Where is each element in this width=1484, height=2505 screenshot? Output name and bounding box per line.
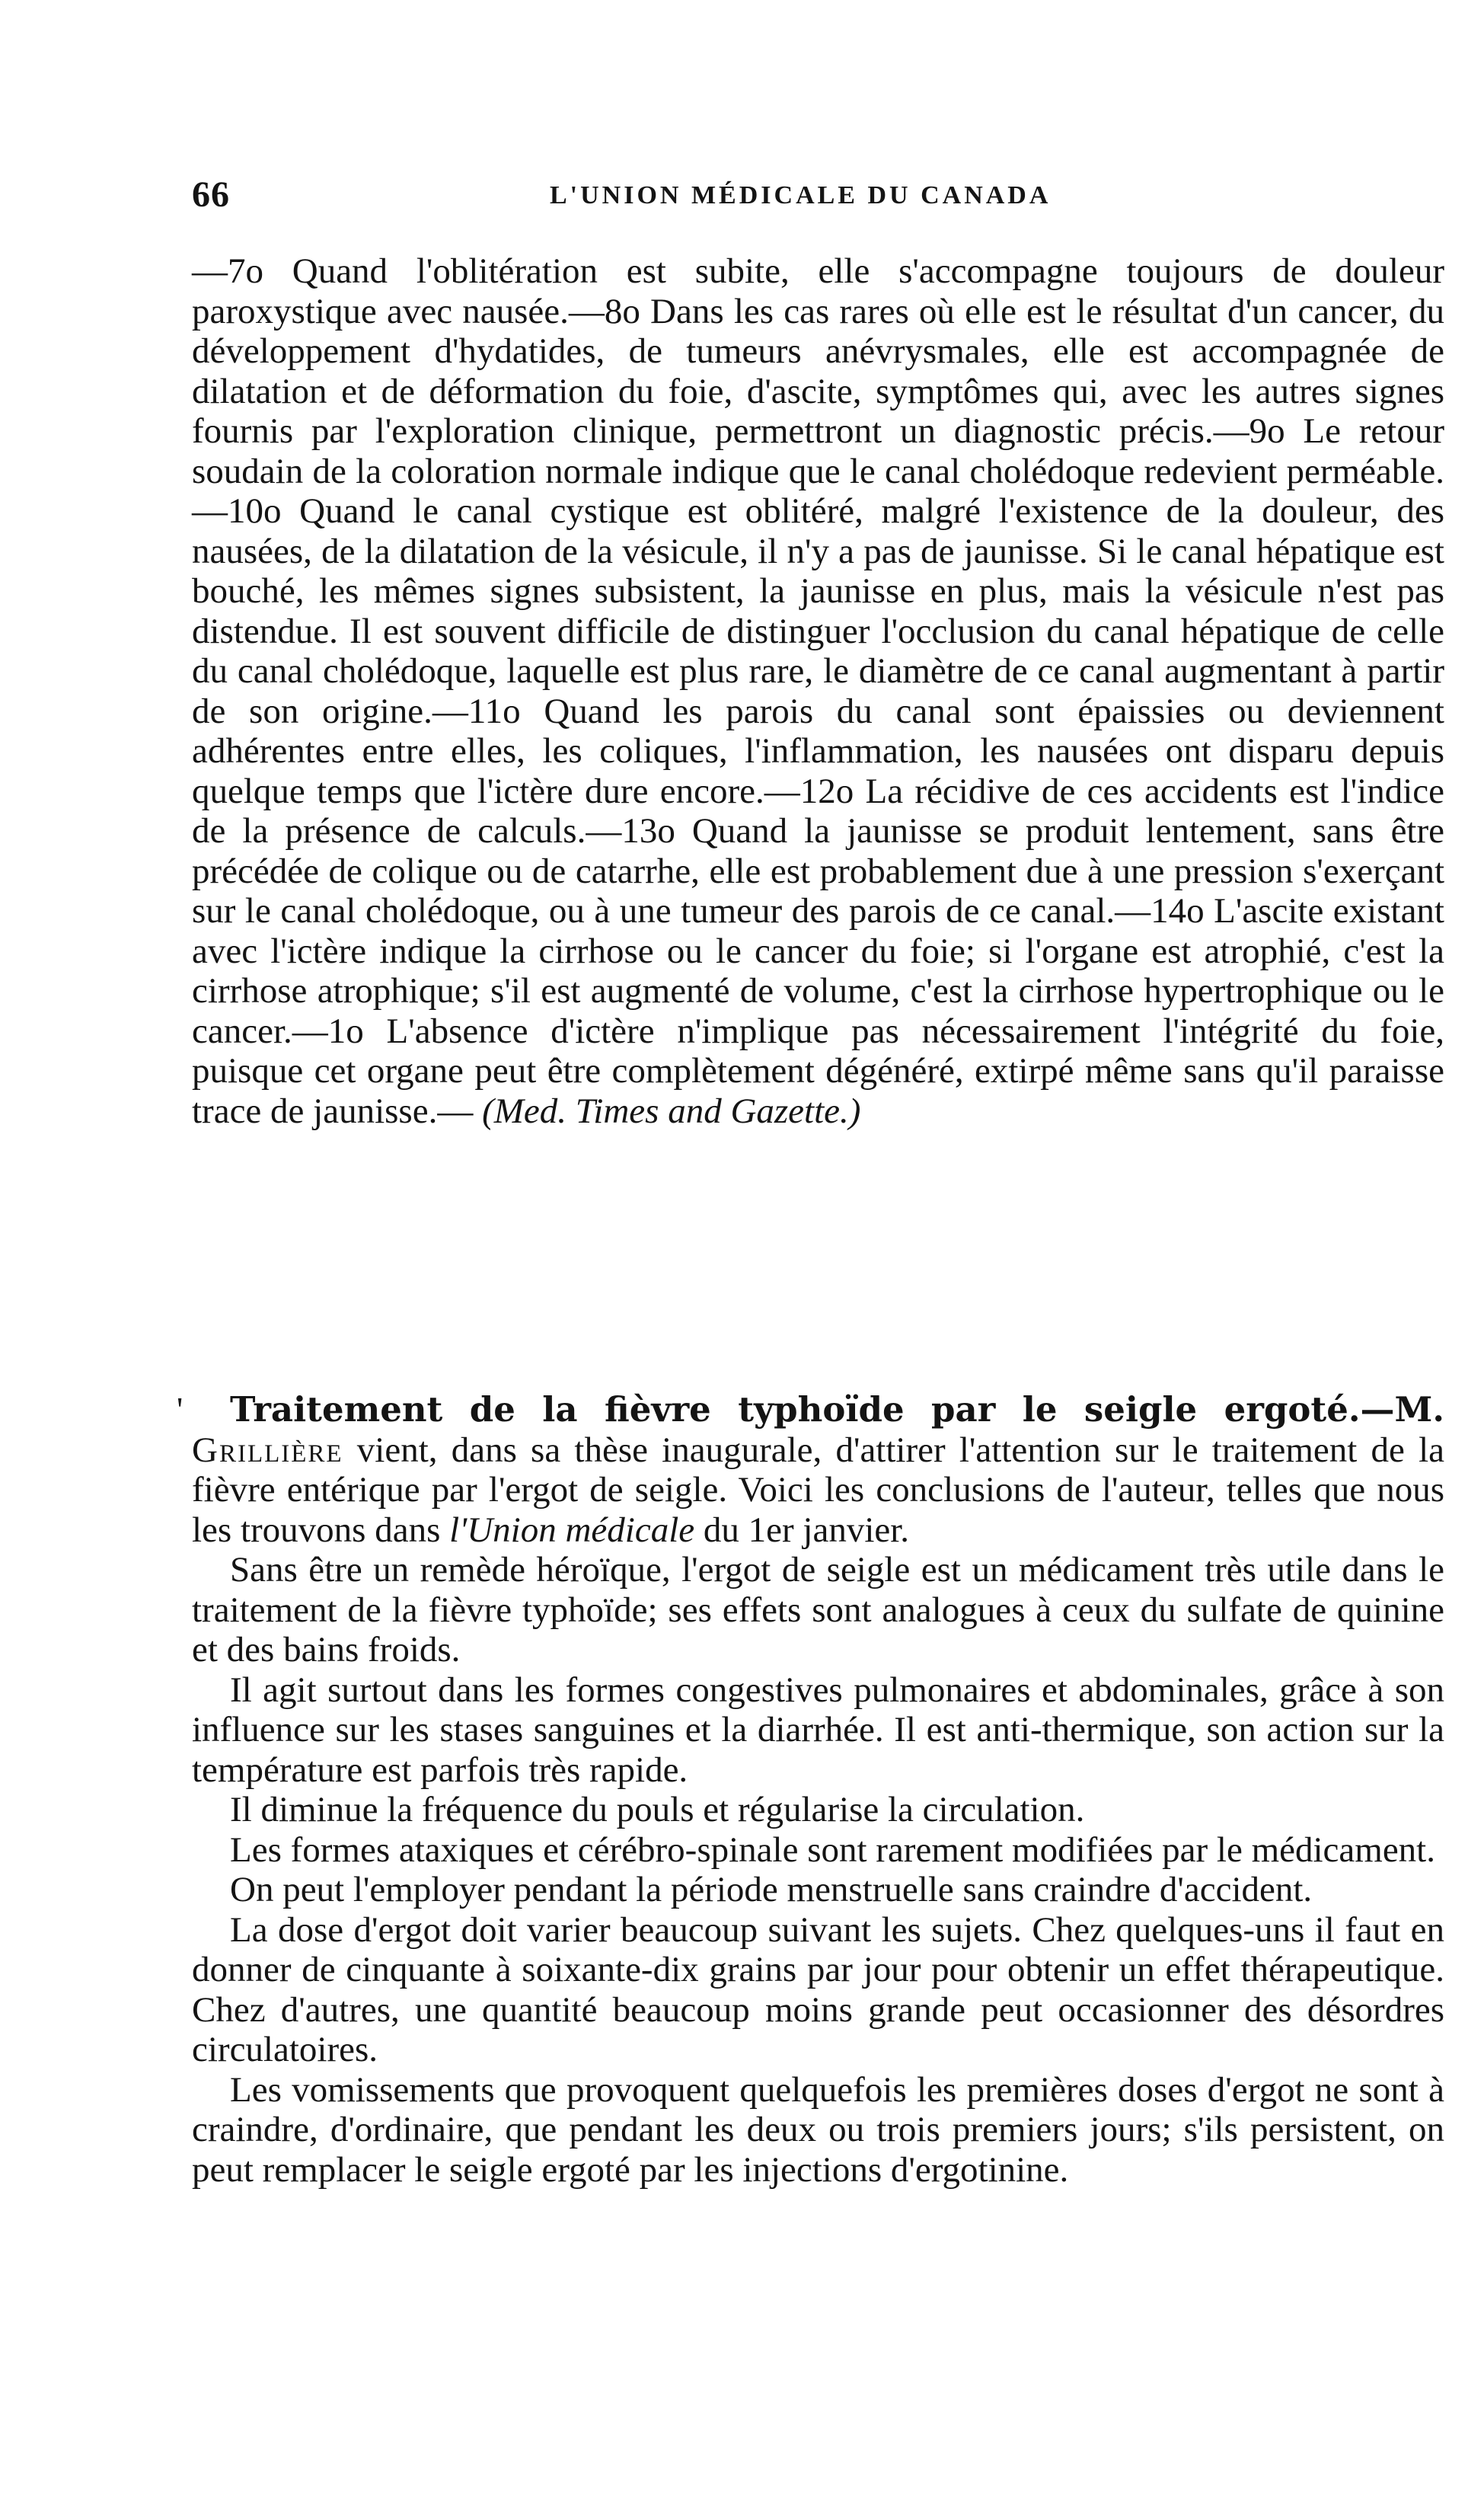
conclusion-paragraph: Il agit surtout dans les formes congestives pulmonaires et abdominales, grâce à son influence sur les stases sanguines et la diarrhée. Il est anti-thermique, son action sur la température est parfois très rapide. [192, 1669, 1444, 1790]
citation: (Med. Times and Gazette.) [482, 1091, 861, 1131]
conclusion-paragraph: La dose d'ergot doit varier beaucoup suivant les sujets. Chez quelques-uns il faut en donner de cinquante à soixante-dix grains par jour pour obtenir un effet thérapeutique. Chez d'autres, une quantité beaucoup moins grande peut occasionner des désordres circulatoires. [192, 1909, 1444, 2069]
page-number: 66 [192, 174, 230, 215]
conclusion-paragraph: Il diminue la fréquence du pouls et régularise la circulation. [230, 1790, 1085, 1829]
conclusion-paragraph: Les vomissements que provoquent quelquefois les premières doses d'ergot ne sont à craindre, d'ordinaire, que pendant les deux ou trois premiers jours; s'ils persistent, on peut remplacer le seigle ergoté par les injections d'ergotinine. [192, 2069, 1444, 2190]
intro-text: vient, dans sa thèse inaugurale, d'attirer l'attention sur le traitement de la fièvre entérique par l'ergot de seigle. Voici les conclusions de l'auteur, telles que nous les trouvons dans [192, 1430, 1444, 1550]
margin-mark: ' [177, 1390, 184, 1429]
author-name: Grillière [192, 1430, 343, 1470]
conclusion-paragraph: Les formes ataxiques et cérébro-spinale sont rarement modifiées par le médicament. [230, 1829, 1435, 1870]
article-intro-paragraph [192, 1390, 1444, 1550]
article-title: Traitement de la fièvre typhoïde par le seigle ergoté. [230, 1389, 1361, 1430]
article-ergot [177, 1389, 1444, 2190]
running-head: L'UNION MÉDICALE DU CANADA [550, 181, 1052, 209]
page-header [192, 174, 1370, 219]
conclusion-paragraph: Sans être un remède héroïque, l'ergot de seigle est un médicament très utile dans le traitement de la fièvre typhoïde; ses effets sont analogues à ceux du sulfate de quinine et des bains froids. [192, 1550, 1444, 1669]
intro-end: du 1er janvier. [694, 1510, 910, 1550]
article-continuation [192, 251, 1444, 1131]
title-dash: —M. [1360, 1389, 1444, 1430]
conclusion-paragraph: On peut l'employer pendant la période menstruelle sans craindre d'accident. [230, 1870, 1313, 1909]
journal-reference: l'Union médicale [449, 1510, 695, 1550]
article-continuation-paragraph [192, 251, 1444, 1131]
article-continuation-text: —7o Quand l'oblitération est subite, elle s'accompagne toujours de douleur paroxystique avec nausée.—8o Dans les cas rares où elle est le résultat d'un cancer, du développement d'hydatides, de tumeurs anévrysmales, elle est accompagnée de dilatation et de déformation du foie, d'ascite, symptômes qui, avec les autres signes fournis par l'exploration clinique, permettront un diagnostic précis.—9o Le retour soudain de la coloration normale indique que le canal cholédoque redevient perméable.—10o Quand le canal cystique est oblitéré, malgré l'existence de la douleur, des nausées, de la dilatation de la vésicule, il n'y a pas de jaunisse. Si le canal hépatique est bouché, les mêmes signes subsistent, la jaunisse en plus, mais la vésicule n'est pas distendue. Il est souvent difficile de distinguer l'occlusion du canal hépatique de celle du canal cholédoque, laquelle est plus rare, le diamètre de ce canal augmentant à partir de son origine.—11o Quand les parois du canal sont épaissies ou deviennent adhérentes entre elles, les coliques, l'inflammation, les nausées ont disparu depuis quelque temps que l'ictère dure encore.—12o La récidive de ces accidents est l'indice de la présence de calculs.—13o Quand la jaunisse se produit lentement, sans être précédée de colique ou de catarrhe, elle est probablement due à une pression s'exerçant sur le canal cholédoque, ou à une tumeur des parois de ce canal.—14o L'ascite existant avec l'ictère indique la cirrhose ou le cancer du foie; si l'organe est atrophié, c'est la cirrhose atrophique; s'il est augmenté de volume, c'est la cirrhose hypertrophique ou le cancer.—1o L'absence d'ictère n'implique pas nécessairement l'intégrité du foie, puisque cet organe peut être complètement dégénéré, extirpé même sans qu'il paraisse trace de jaunisse.— [192, 251, 1444, 1131]
